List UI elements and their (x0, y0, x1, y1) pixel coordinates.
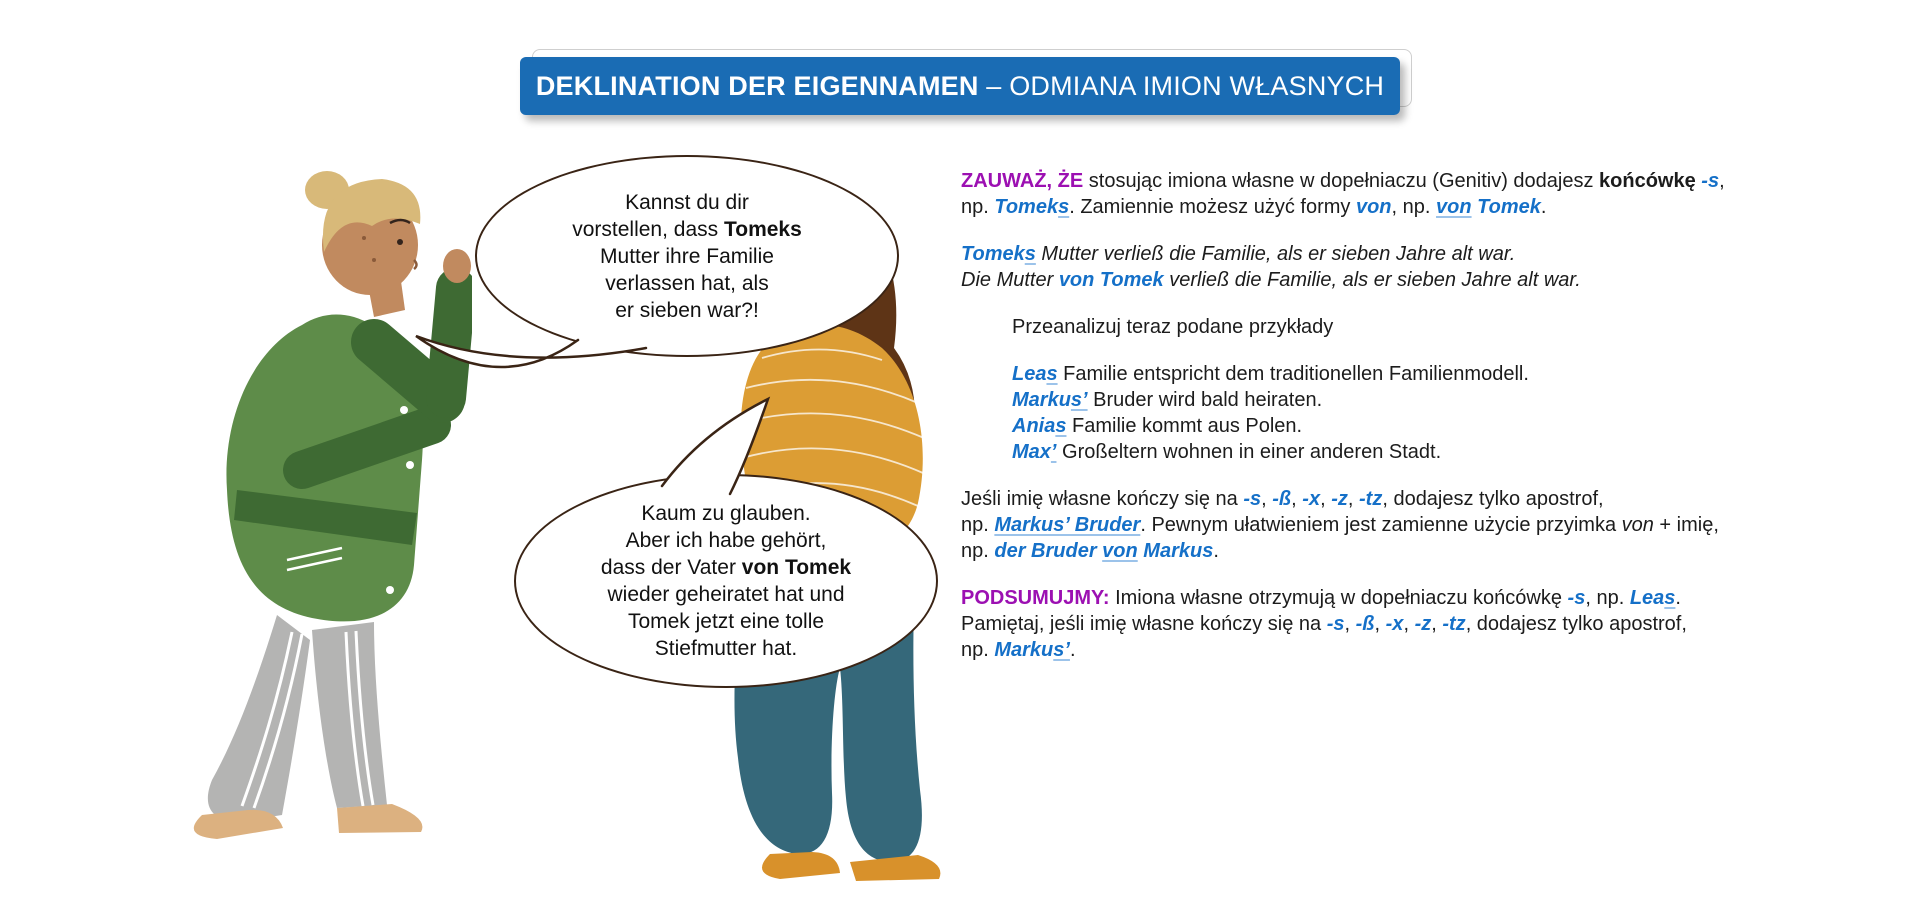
text-line: vorstellen, dass Tomeks (572, 217, 802, 241)
grammar-explanation-text (961, 168, 1725, 663)
title-banner (520, 57, 1400, 115)
text-line: Markus’ Bruder wird bald heiraten. (1012, 389, 1323, 411)
paragraph-gap (961, 293, 1725, 314)
text-line: Pamiętaj, jeśli imię własne kończy się na -s, -ß, -x, -z, -tz, dodajesz tylko apostrof, (961, 613, 1687, 635)
left-woman-shoe (194, 810, 283, 839)
text-line: Leas Familie entspricht dem traditionellen Familienmodell. (1012, 363, 1529, 385)
text-line: Die Mutter von Tomek verließ die Familie, als er sieben Jahre alt war. (961, 269, 1581, 291)
text-line: np. Markus’. (961, 639, 1076, 661)
text-line: er sieben war?! (615, 298, 759, 322)
paragraph-gap (961, 340, 1725, 361)
text-line: verlassen hat, als (605, 271, 769, 295)
text-line: ZAUWAŻ, ŻE stosując imiona własne w dopełniaczu (Genitiv) dodajesz końcówkę -s, (961, 170, 1725, 192)
text-line: wieder geheiratet hat und (607, 583, 845, 606)
text-line: Kannst du dir (625, 190, 749, 214)
paragraph-gap (961, 220, 1725, 241)
speech-bubble-left-woman (475, 155, 899, 357)
text-line: np. Tomeks. Zamiennie możesz użyć formy von, np. von Tomek. (961, 196, 1547, 218)
text-line: Mutter ihre Familie (600, 244, 774, 268)
text-line: dass der Vater von Tomek (600, 556, 852, 579)
text-line: Tomeks Mutter verließ die Familie, als er sieben Jahre alt war. (961, 243, 1516, 265)
paragraph-gap (961, 564, 1725, 585)
text-line: Kaum zu glauben. (641, 502, 811, 525)
text-line: np. der Bruder von Markus. (961, 540, 1219, 562)
text-line: Przeanalizuj teraz podane przykłady (1012, 316, 1334, 338)
text-line: PODSUMUJMY: Imiona własne otrzymują w dopełniaczu końcówkę -s, np. Leas. (961, 587, 1681, 609)
text-line: Tomek jetzt eine tolle (627, 610, 825, 633)
illustration-left-woman (142, 160, 472, 880)
page-title-german: DEKLINATION DER EIGENNAMEN (535, 70, 979, 101)
paragraph-gap (961, 465, 1725, 486)
right-woman-shoe (762, 852, 840, 879)
page-title-polish: – ODMIANA IMION WŁASNYCH (978, 70, 1385, 101)
text-line: Max’ Großeltern wohnen in einer anderen Stadt. (1012, 441, 1442, 463)
speech-bubble-right-woman (514, 474, 938, 688)
text-line: np. Markus’ Bruder. Pewnym ułatwieniem jest zamienne użycie przyimka von + imię, (961, 514, 1719, 536)
right-woman-shoe (850, 855, 940, 881)
text-line: Anias Familie kommt aus Polen. (1012, 415, 1303, 437)
text-line: Jeśli imię własne kończy się na -s, -ß, -x, -z, -tz, dodajesz tylko apostrof, (961, 488, 1604, 510)
left-woman-shoe (337, 804, 422, 833)
text-line: Stiefmutter hat. (654, 637, 798, 660)
text-line: Aber ich habe gehört, (625, 529, 827, 552)
